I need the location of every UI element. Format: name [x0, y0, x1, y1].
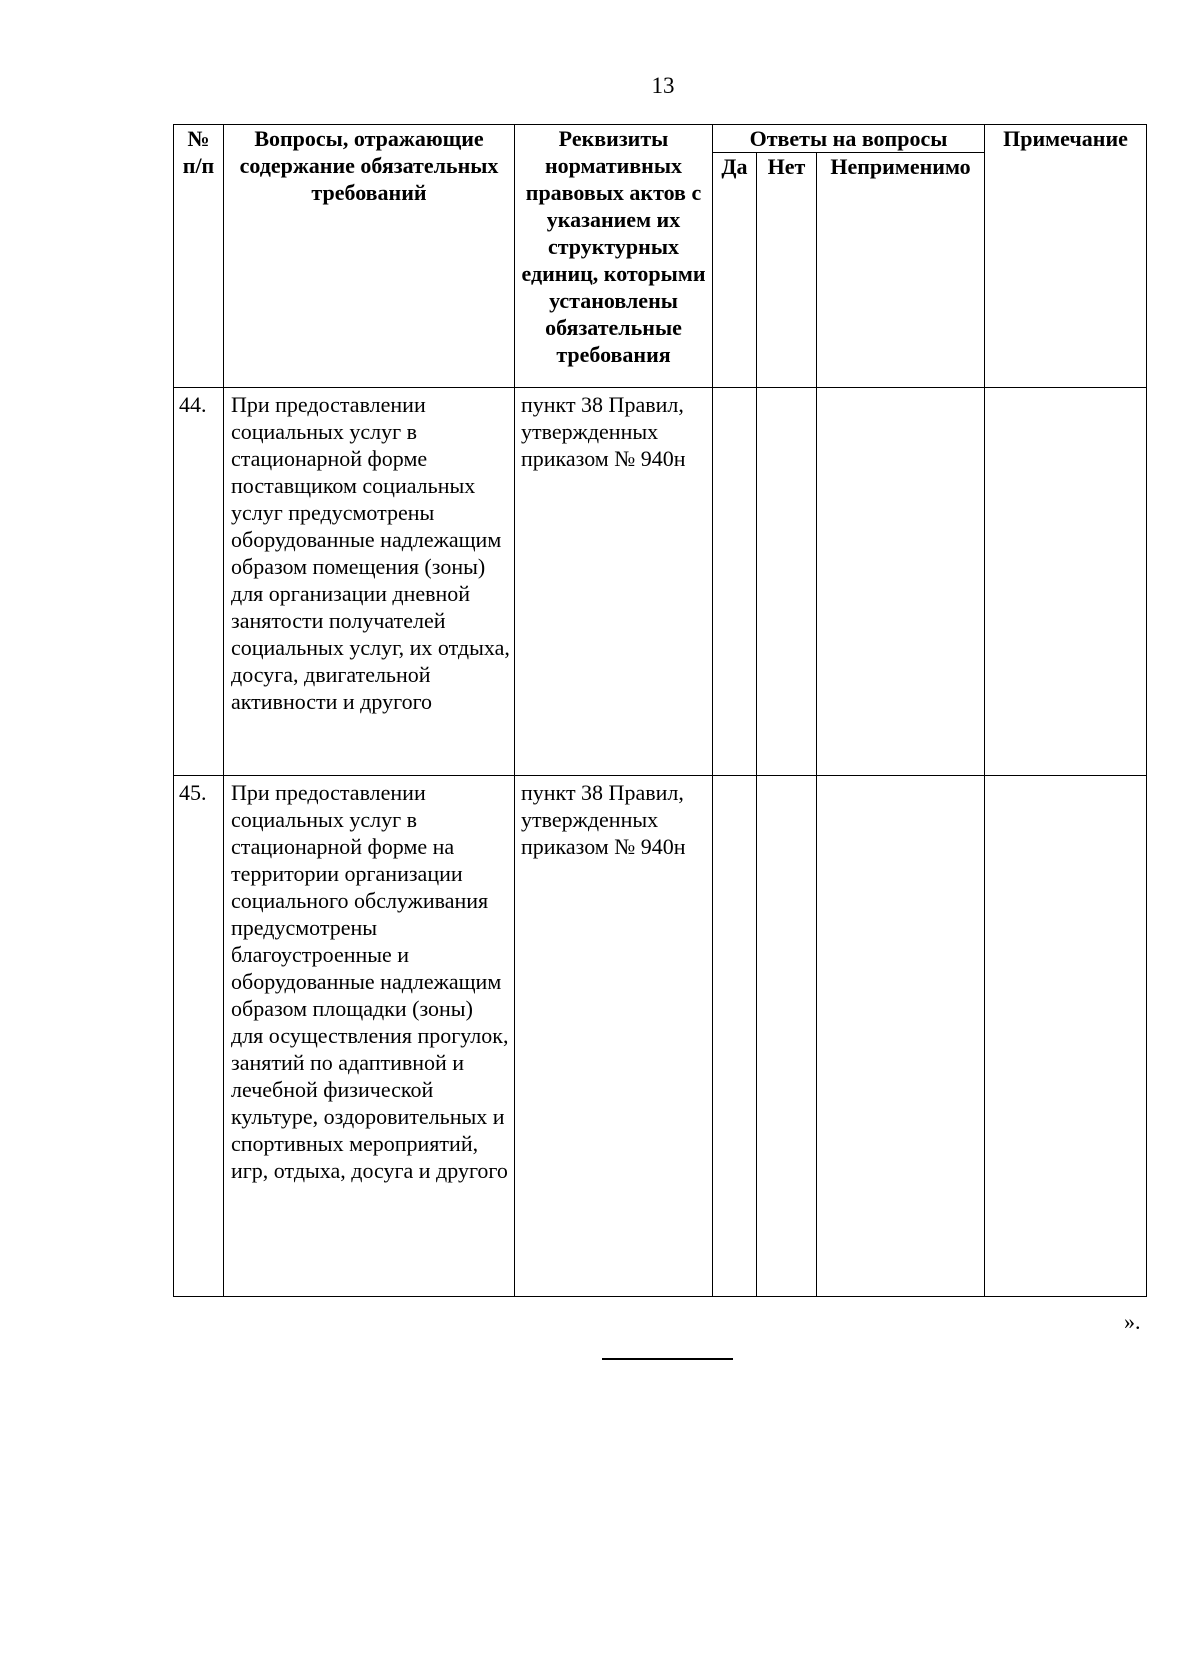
page-number: 13: [651, 73, 675, 98]
header-answer-no: Нет: [757, 153, 817, 388]
header-answers-group: Ответы на вопросы: [713, 125, 985, 153]
header-reference: Реквизиты нормативных правовых актов с указанием их структурных единиц, которыми установлены обязательные требования: [515, 125, 713, 388]
answer-na-cell: [817, 388, 985, 776]
header-note: Примечание: [985, 125, 1147, 388]
checklist-table: [173, 124, 1147, 1297]
header-answer-yes: Да: [713, 153, 757, 388]
answer-yes-cell: [713, 388, 757, 776]
note-cell: [985, 388, 1147, 776]
answer-na-cell: [817, 776, 985, 1297]
answer-no-cell: [757, 776, 817, 1297]
row-question: При предоставлении социальных услуг в стационарной форме на территории организации социального обслуживания предусмотрены благоустроенные и оборудованные надлежащим образом площадки (зоны) для осуществления прогулок, занятий по адаптивной и лечебной физической культуре, оздоровительных и спортивных мероприятий, игр, отдыха, досуга и другого: [224, 776, 515, 1297]
row-question: При предоставлении социальных услуг в стационарной форме поставщиком социальных услуг предусмотрены оборудованные надлежащим образом помещения (зоны) для организации дневной занятости получателей социальных услуг, их отдыха, досуга, двигательной активности и другого: [224, 388, 515, 776]
row-reference: пункт 38 Правил, утвержденных приказом № 940н: [515, 388, 713, 776]
row-number: 45.: [174, 776, 224, 1297]
row-number: 44.: [174, 388, 224, 776]
row-reference: пункт 38 Правил, утвержденных приказом № 940н: [515, 776, 713, 1297]
closing-quote: ».: [1124, 1309, 1141, 1334]
header-number: № п/п: [174, 125, 224, 388]
header-question: Вопросы, отражающие содержание обязательных требований: [224, 125, 515, 388]
table-row: [174, 388, 1147, 776]
header-row: [174, 125, 1147, 153]
table-row: [174, 776, 1147, 1297]
end-divider: [602, 1358, 733, 1360]
note-cell: [985, 776, 1147, 1297]
answer-no-cell: [757, 388, 817, 776]
header-answer-na: Неприменимо: [817, 153, 985, 388]
answer-yes-cell: [713, 776, 757, 1297]
